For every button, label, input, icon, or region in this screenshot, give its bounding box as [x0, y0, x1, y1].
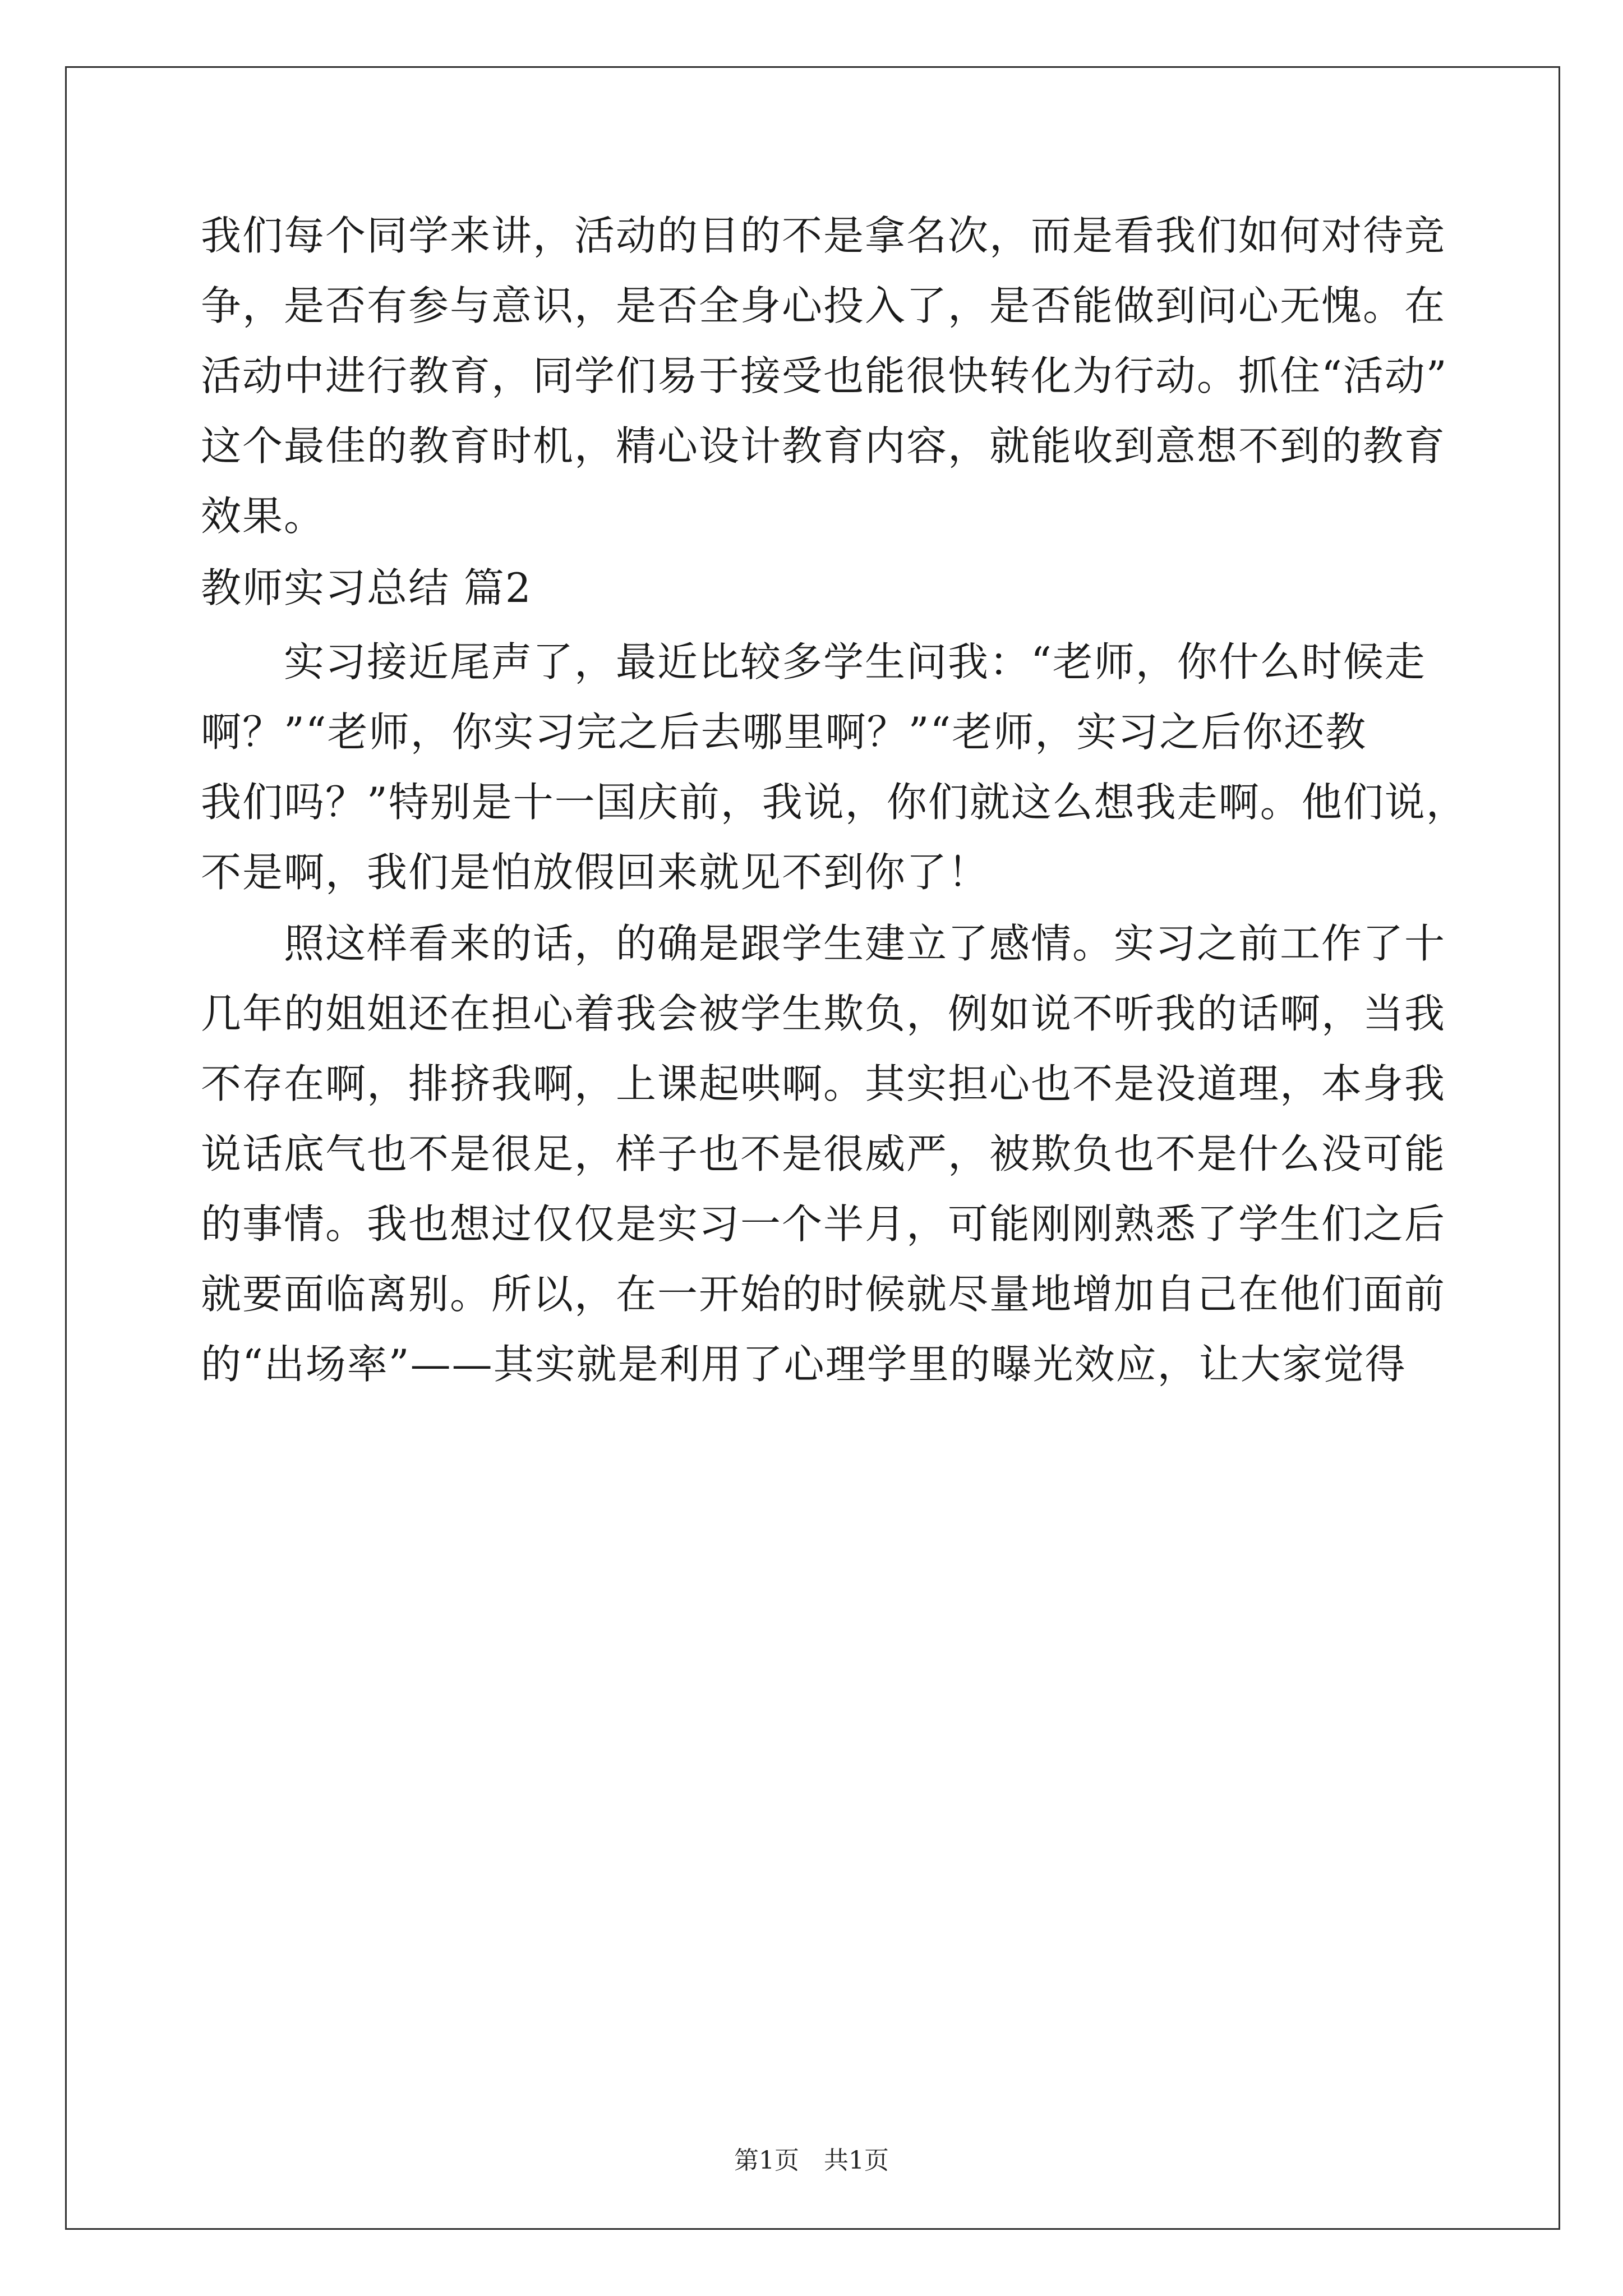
text-line: 的“出场率”——其实就是利用了心理学里的曝光效应，让大家觉得 [201, 1341, 1407, 1388]
text-line: 就要面临离别。所以，在一开始的时候就尽量地增加自己在他们面前 [201, 1271, 1446, 1318]
text-line: 说话底气也不是很足，样子也不是很威严，被欺负也不是什么没可能 [201, 1130, 1446, 1177]
text-line: 啊？”“老师，你实习完之后去哪里啊？”“老师，实习之后你还教 [201, 708, 1367, 756]
text-line: 照这样看来的话，的确是跟学生建立了感情。实习之前工作了十 [201, 920, 1446, 967]
text-line: 活动中进行教育，同学们易于接受也能很快转化为行动。抓住“活动” [201, 352, 1448, 399]
text-line: 不存在啊，排挤我啊，上课起哄啊。其实担心也不是没道理，本身我 [201, 1060, 1446, 1107]
text-line: 争，是否有参与意识，是否全身心投入了，是否能做到问心无愧。在 [201, 282, 1446, 329]
text-line: 我们吗？”特别是十一国庆前，我说，你们就这么想我走啊。他们说， [201, 779, 1468, 826]
text-line: 实习接近尾声了，最近比较多学生问我：“老师，你什么时候走 [201, 638, 1426, 685]
text-line: 不是啊，我们是怕放假回来就见不到你了！ [201, 849, 990, 896]
text-line: 几年的姐姐还在担心着我会被学生欺负，例如说不听我的话啊，当我 [201, 990, 1446, 1037]
text-line: 这个最佳的教育时机，精心设计教育内容，就能收到意想不到的教育 [201, 422, 1446, 470]
text-line: 我们每个同学来讲，活动的目的不是拿名次，而是看我们如何对待竞 [201, 212, 1446, 259]
section-heading: 教师实习总结 篇2 [201, 564, 532, 611]
text-line: 效果。 [201, 493, 326, 540]
page-footer: 第1页 共1页 [734, 2146, 889, 2175]
text-line: 的事情。我也想过仅仅是实习一个半月，可能刚刚熟悉了学生们之后 [201, 1200, 1446, 1248]
